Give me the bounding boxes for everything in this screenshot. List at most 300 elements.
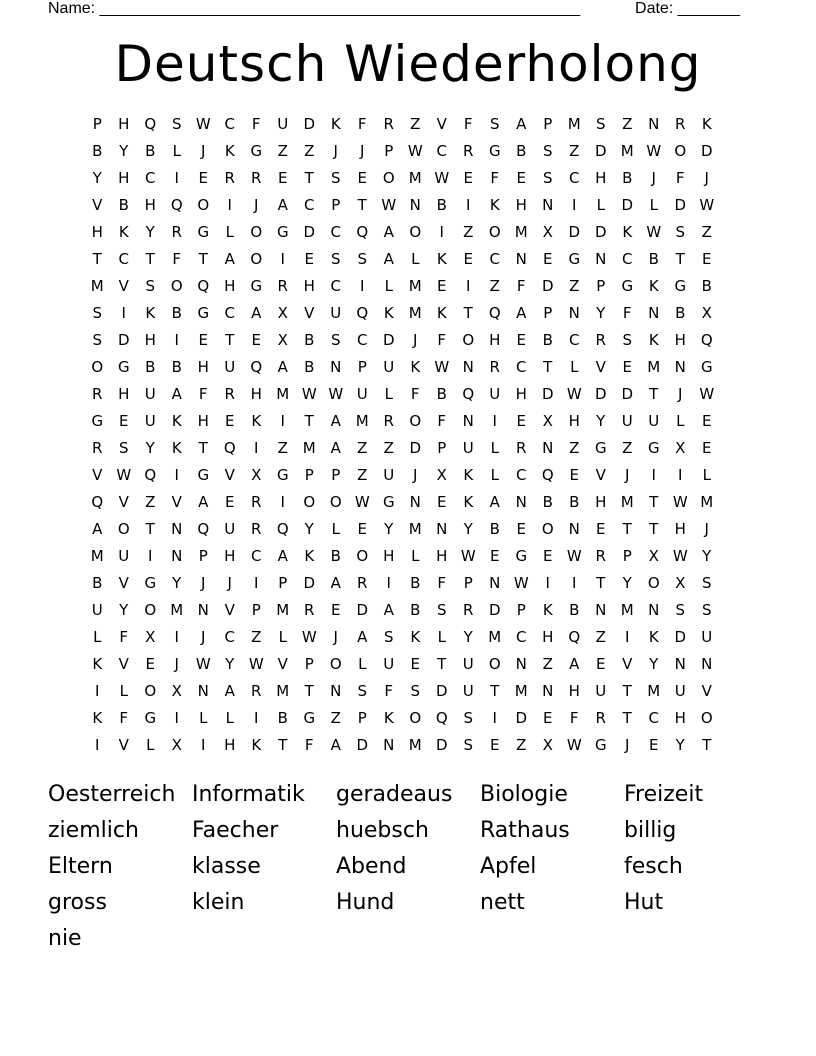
grid-letter: Z [357,438,368,457]
grid-letter: F [357,114,367,133]
grid-letter: R [357,573,368,592]
grid-letter: B [92,141,103,160]
grid-letter: Q [170,195,183,214]
grid-letter: A [224,249,235,268]
grid-letter: K [145,303,156,322]
grid-letter: V [118,276,129,295]
grid-letter: T [437,654,447,673]
grid-letter: D [356,735,369,754]
grid-letter: T [622,519,632,538]
grid-letter: R [251,492,262,511]
grid-letter: J [360,141,365,160]
grid-letter: N [542,195,554,214]
grid-letter: Q [197,276,210,295]
grid-letter: L [411,249,420,268]
grid-letter: W [381,195,397,214]
grid-letter: S [330,249,341,268]
grid-letter: O [409,411,422,430]
grid-letter: E [702,249,712,268]
grid-letter: W [699,384,715,403]
grid-letter: T [145,519,155,538]
grid-letter: I [95,681,100,700]
grid-letter: H [568,681,580,700]
grid-letter: G [515,546,528,565]
grid-letter: S [701,600,712,619]
grid-letter: K [463,465,474,484]
grid-letter: M [647,357,661,376]
grid-letter: V [171,492,182,511]
grid-letter: N [674,357,686,376]
grid-letter: Z [622,114,633,133]
grid-letter: R [595,708,606,727]
grid-letter: T [596,573,606,592]
grid-letter: D [117,330,130,349]
grid-letter: B [145,141,156,160]
grid-letter: J [651,168,656,187]
grid-letter: B [277,708,288,727]
grid-letter: U [383,654,395,673]
word-list-item: Hut [624,890,664,915]
grid-letter: L [649,195,658,214]
grid-letter: P [596,276,606,295]
grid-letter: Q [223,438,236,457]
grid-letter: Z [304,141,315,160]
grid-letter: T [225,330,235,349]
grid-letter: A [198,492,209,511]
grid-letter: Z [463,222,474,241]
grid-letter: C [224,303,235,322]
grid-letter: R [304,600,315,619]
grid-letter: E [596,519,606,538]
grid-letter: C [145,168,156,187]
grid-letter: G [91,411,104,430]
grid-letter: F [437,411,447,430]
grid-letter: E [198,168,208,187]
grid-letter: K [542,600,553,619]
grid-letter: S [463,708,474,727]
grid-letter: M [408,276,422,295]
grid-letter: Z [489,276,500,295]
grid-letter: T [649,384,659,403]
grid-letter: O [409,708,422,727]
grid-letter: V [118,492,129,511]
grid-letter: Z [622,438,633,457]
grid-letter: E [543,249,553,268]
word-list-item: Hund [336,890,395,915]
grid-letter: Q [435,708,448,727]
grid-letter: Q [356,222,369,241]
grid-letter: L [570,357,579,376]
word-list-item: Freizeit [624,782,704,807]
grid-letter: W [328,384,344,403]
grid-letter: H [144,195,156,214]
grid-letter: C [357,330,368,349]
grid-letter: S [675,222,686,241]
grid-letter: E [278,168,288,187]
grid-letter: P [516,600,526,619]
grid-letter: I [678,465,683,484]
grid-letter: Z [595,627,606,646]
grid-letter: K [648,627,659,646]
grid-letter: X [171,735,182,754]
grid-letter: R [595,546,606,565]
grid-letter: Z [569,438,580,457]
grid-letter: Z [357,465,368,484]
grid-letter: L [172,141,181,160]
grid-letter: R [463,141,474,160]
grid-letter: S [463,735,474,754]
grid-letter: Y [622,573,632,592]
grid-letter: W [116,465,132,484]
grid-letter: F [410,384,420,403]
grid-letter: U [224,357,236,376]
grid-letter: Q [488,303,501,322]
grid-letter: B [701,276,712,295]
grid-letter: F [172,249,182,268]
grid-letter: Q [144,465,157,484]
grid-letter: Z [330,708,341,727]
grid-letter: L [490,465,499,484]
grid-letter: B [171,303,182,322]
grid-letter: B [648,249,659,268]
grid-letter: X [145,627,156,646]
grid-letter: W [354,492,370,511]
grid-letter: V [92,195,103,214]
grid-letter: E [410,654,420,673]
grid-letter: S [92,330,103,349]
grid-letter: Z [383,438,394,457]
grid-letter: R [224,168,235,187]
grid-letter: M [355,411,369,430]
grid-letter: L [384,276,393,295]
grid-letter: P [543,114,553,133]
grid-letter: K [224,141,235,160]
grid-letter: P [251,600,261,619]
grid-letter: U [701,627,713,646]
grid-letter: R [224,384,235,403]
grid-letter: H [118,114,130,133]
grid-letter: X [701,303,712,322]
grid-letter: H [595,168,607,187]
grid-letter: Z [542,654,553,673]
grid-letter: L [490,438,499,457]
grid-letter: H [489,330,501,349]
grid-letter: O [250,249,263,268]
grid-letter: H [674,330,686,349]
grid-letter: I [466,195,471,214]
grid-letter: F [490,168,500,187]
grid-letter: P [304,654,314,673]
grid-letter: O [144,681,157,700]
word-search-grid [84,110,720,758]
grid-letter: L [225,222,234,241]
grid-letter: J [201,573,206,592]
grid-letter: L [146,735,155,754]
grid-letter: T [649,492,659,511]
grid-letter: A [330,438,341,457]
grid-letter: O [329,654,342,673]
grid-letter: K [92,708,103,727]
grid-letter: D [621,195,634,214]
worksheet-header [48,0,740,20]
grid-letter: J [625,465,630,484]
grid-letter: R [516,438,527,457]
grid-letter: T [357,195,367,214]
word-list-item: huebsch [336,818,429,843]
grid-letter: V [92,465,103,484]
grid-letter: I [201,735,206,754]
grid-letter: Y [172,573,182,592]
grid-letter: S [383,627,394,646]
grid-letter: B [118,195,129,214]
grid-letter: D [541,276,554,295]
grid-letter: E [119,411,129,430]
grid-letter: O [303,492,316,511]
grid-letter: W [460,546,476,565]
grid-letter: C [516,357,527,376]
grid-letter: A [383,600,394,619]
grid-letter: U [595,681,607,700]
grid-letter: N [542,681,554,700]
grid-letter: T [304,411,314,430]
grid-letter: M [700,492,714,511]
grid-letter: Y [119,141,129,160]
grid-letter: T [702,735,712,754]
grid-letter: E [331,600,341,619]
grid-letter: I [254,708,259,727]
grid-letter: T [145,249,155,268]
grid-letter: H [383,546,395,565]
grid-letter: U [462,438,474,457]
grid-letter: E [543,708,553,727]
grid-letter: P [198,546,208,565]
grid-letter: L [119,681,128,700]
grid-letter: H [197,411,209,430]
grid-letter: R [463,600,474,619]
grid-letter: O [462,330,475,349]
grid-letter: T [198,249,208,268]
grid-letter: F [119,708,129,727]
grid-letter: Q [250,357,263,376]
grid-letter: I [439,222,444,241]
grid-letter: U [462,681,474,700]
grid-letter: D [303,222,316,241]
grid-letter: L [331,519,340,538]
grid-letter: S [542,141,553,160]
grid-letter: V [118,735,129,754]
grid-letter: D [594,384,607,403]
grid-letter: M [90,546,104,565]
grid-letter: Z [701,222,712,241]
page-title: Deutsch Wiederholong [114,35,702,93]
grid-letter: X [436,465,447,484]
grid-letter: A [251,303,262,322]
grid-letter: E [543,546,553,565]
grid-letter: E [357,168,367,187]
word-list-item: Faecher [192,818,279,843]
grid-letter: D [674,195,687,214]
grid-letter: O [250,222,263,241]
grid-letter: Z [277,141,288,160]
grid-letter: T [490,681,500,700]
grid-letter: A [383,249,394,268]
grid-letter: G [144,573,157,592]
grid-letter: Y [225,654,235,673]
word-list-item: Abend [336,854,407,879]
grid-letter: K [410,627,421,646]
grid-letter: T [198,438,208,457]
grid-letter: G [117,357,130,376]
word-list-item: Informatik [192,782,305,807]
grid-letter: H [197,357,209,376]
grid-letter: J [704,168,709,187]
grid-letter: M [408,519,422,538]
grid-letter: P [92,114,102,133]
grid-letter: O [409,222,422,241]
grid-letter: G [303,708,316,727]
grid-letter: A [224,681,235,700]
grid-letter: N [383,735,395,754]
grid-letter: P [331,195,341,214]
grid-letter: F [622,303,632,322]
grid-letter: E [225,492,235,511]
grid-letter: S [622,330,633,349]
grid-letter: X [171,681,182,700]
grid-letter: O [356,546,369,565]
grid-letter: D [435,681,448,700]
grid-letter: H [224,546,236,565]
grid-letter: J [254,195,259,214]
grid-letter: U [489,384,501,403]
grid-letter: G [250,141,263,160]
grid-letter: F [463,114,473,133]
grid-letter: U [674,681,686,700]
grid-letter: U [383,465,395,484]
grid-letter: R [251,681,262,700]
grid-letter: P [622,546,632,565]
grid-letter: V [277,654,288,673]
grid-letter: P [331,465,341,484]
grid-letter: Z [516,735,527,754]
grid-letter: P [463,573,473,592]
grid-letter: N [197,600,209,619]
grid-letter: D [594,141,607,160]
grid-letter: A [516,114,527,133]
grid-letter: K [330,114,341,133]
grid-letter: H [118,384,130,403]
grid-letter: E [198,330,208,349]
grid-letter: T [543,357,553,376]
grid-letter: M [276,681,290,700]
word-list-item: Eltern [48,854,113,879]
grid-letter: I [227,195,232,214]
grid-letter: X [675,573,686,592]
grid-letter: H [224,276,236,295]
grid-letter: R [383,411,394,430]
word-list-item: fesch [624,854,683,879]
grid-letter: E [622,357,632,376]
grid-letter: Q [91,492,104,511]
grid-letter: J [201,141,206,160]
grid-letter: E [437,492,447,511]
grid-letter: O [674,141,687,160]
grid-letter: X [251,465,262,484]
grid-letter: S [357,249,368,268]
grid-letter: T [92,249,102,268]
grid-letter: A [516,303,527,322]
grid-letter: C [118,249,129,268]
grid-letter: A [277,546,288,565]
grid-letter: V [595,357,606,376]
grid-letter: M [620,600,634,619]
grid-letter: R [251,168,262,187]
grid-letter: E [145,654,155,673]
grid-letter: R [171,222,182,241]
grid-letter: N [568,303,580,322]
grid-letter: I [280,492,285,511]
grid-letter: B [145,357,156,376]
grid-letter: I [492,411,497,430]
grid-letter: E [702,438,712,457]
grid-letter: S [118,438,129,457]
grid-letter: N [171,546,183,565]
grid-letter: B [569,600,580,619]
grid-letter: Y [304,519,314,538]
grid-letter: M [276,600,290,619]
grid-letter: E [702,411,712,430]
grid-letter: R [675,114,686,133]
grid-letter: G [197,303,210,322]
grid-letter: F [198,384,208,403]
grid-letter: O [170,276,183,295]
grid-letter: T [649,519,659,538]
word-list-item: Rathaus [480,818,570,843]
grid-letter: K [410,357,421,376]
grid-letter: Y [145,438,155,457]
grid-letter: M [488,627,502,646]
grid-letter: O [647,573,660,592]
grid-letter: Y [119,600,129,619]
grid-letter: S [675,600,686,619]
grid-letter: T [463,303,473,322]
grid-letter: K [436,303,447,322]
grid-letter: S [171,114,182,133]
grid-letter: E [596,654,606,673]
grid-letter: B [569,492,580,511]
word-list-item: Apfel [480,854,537,879]
grid-letter: N [171,519,183,538]
grid-letter: N [330,681,342,700]
grid-letter: D [409,438,422,457]
grid-letter: F [675,168,685,187]
grid-letter: P [304,465,314,484]
grid-letter: W [566,546,582,565]
grid-letter: N [648,114,660,133]
grid-letter: A [489,492,500,511]
grid-letter: P [278,573,288,592]
grid-letter: D [515,708,528,727]
grid-letter: H [674,519,686,538]
grid-letter: X [542,411,553,430]
grid-letter: L [199,708,208,727]
grid-letter: Q [276,519,289,538]
grid-letter: H [436,546,448,565]
grid-letter: L [384,384,393,403]
grid-letter: U [144,384,156,403]
grid-letter: H [542,627,554,646]
grid-letter: Z [277,438,288,457]
grid-letter: X [277,330,288,349]
